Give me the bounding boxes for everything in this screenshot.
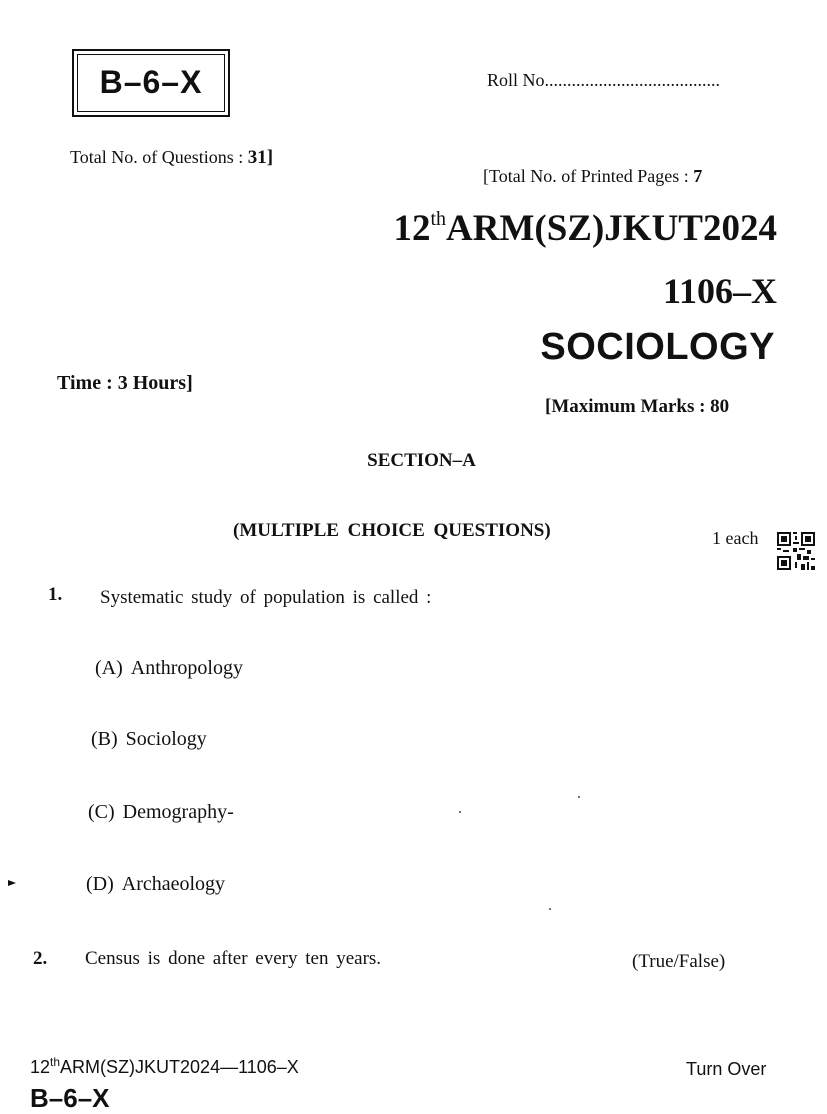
- course-code-sup: th: [430, 208, 447, 230]
- turn-over: Turn Over: [686, 1059, 767, 1079]
- option-text: Sociology: [125, 728, 207, 750]
- scan-speck: [578, 796, 580, 798]
- booklet-code: B–6–X: [99, 64, 203, 100]
- footer-code-prefix: 12: [30, 1057, 51, 1077]
- course-code: [393, 207, 777, 250]
- qr-code-icon: [777, 532, 815, 570]
- footer-booklet-code: B–6–X: [30, 1083, 110, 1113]
- booklet-code-box: [72, 49, 230, 117]
- total-questions-value: 31]: [247, 147, 274, 168]
- option-a: [95, 657, 243, 680]
- question-text: Systematic study of population is called :: [100, 587, 432, 608]
- option-text: Demography-: [122, 801, 234, 823]
- option-text: Archaeology: [121, 873, 226, 895]
- time-allowed: Time : 3 Hours]: [57, 372, 193, 394]
- printed-pages: [483, 166, 702, 187]
- footer-paper-code: [30, 1055, 299, 1078]
- printed-pages-label: [Total No. of Printed Pages :: [483, 166, 689, 186]
- subject-title: SOCIOLOGY: [540, 326, 775, 368]
- question-number: 1.: [48, 584, 63, 605]
- section-title: SECTION–A: [367, 450, 476, 471]
- scan-speck: [549, 908, 551, 910]
- paper-code: 1106–X: [662, 271, 777, 311]
- scan-speck: [459, 811, 461, 813]
- course-code-prefix: 12: [393, 208, 431, 249]
- option-c: [88, 801, 234, 824]
- maximum-marks: [Maximum Marks : 80: [545, 396, 730, 417]
- section-subtitle: (MULTIPLE CHOICE QUESTIONS): [233, 520, 551, 541]
- option-text: Anthropology: [130, 657, 243, 679]
- roll-number-field: [487, 70, 720, 91]
- option-label: (C): [88, 801, 115, 823]
- option-label: (B): [91, 728, 118, 750]
- answer-format: (True/False): [632, 951, 726, 972]
- roll-label: Roll No.: [487, 70, 550, 90]
- scan-mark: [8, 880, 16, 886]
- total-questions-label: Total No. of Questions :: [70, 147, 244, 167]
- question-number: 2.: [33, 948, 48, 969]
- printed-pages-value: 7: [693, 166, 703, 186]
- course-code-rest: ARM(SZ)JKUT2024: [446, 208, 777, 249]
- footer-code-sup: th: [50, 1055, 61, 1069]
- option-label: (D): [86, 873, 114, 895]
- roll-dots: ......................................: [549, 70, 721, 90]
- option-d: [86, 873, 225, 896]
- option-label: (A): [95, 657, 123, 679]
- marks-each: 1 each: [712, 528, 759, 548]
- footer-code-rest: ARM(SZ)JKUT2024—1106–X: [60, 1057, 299, 1077]
- question-text: Census is done after every ten years.: [85, 948, 382, 969]
- total-questions: [70, 147, 273, 169]
- option-b: [91, 728, 207, 751]
